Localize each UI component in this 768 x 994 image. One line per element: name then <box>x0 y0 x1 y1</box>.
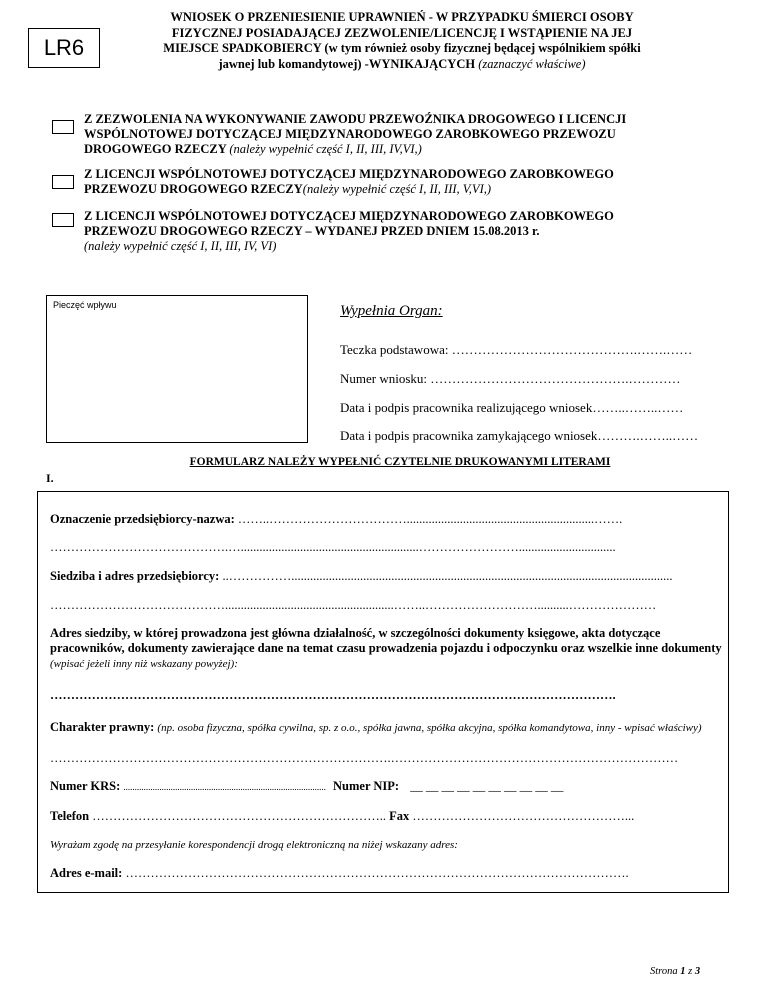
organ-closing-employee-field[interactable]: Data i podpis pracownika zamykającego wniosek……….……..…… <box>340 428 699 443</box>
organ-processing-employee-field[interactable]: Data i podpis pracownika realizującego wniosek……..……..…… <box>340 400 684 415</box>
phone-input[interactable]: …………………………………………………………….. <box>92 809 386 823</box>
fax-label: Fax <box>389 809 410 823</box>
option-2-checkbox[interactable] <box>52 175 74 189</box>
title-line-4: jawnej lub komandytowej) -WYNIKAJĄCYCH <box>218 56 476 71</box>
option-1-line3-wrap <box>84 142 734 157</box>
legal-label: Charakter prawny: <box>50 720 155 734</box>
title-line-2: FIZYCZNEJ POSIADAJĄCEJ ZEZWOLENIE/LICENCJĘ I WSTĄPIENIE NA JEJ <box>171 25 633 40</box>
email-input[interactable]: …………………………………………………………………………………………………………. <box>125 866 629 880</box>
form-instruction: FORMULARZ NALEŻY WYPEŁNIĆ CZYTELNIE DRUKOWANYMI LITERAMI <box>189 456 611 468</box>
option-2-line1: Z LICENCJI WSPÓLNOTOWEJ DOTYCZĄCEJ MIĘDZYNARODOWEGO ZAROBKOWEGO <box>84 167 614 181</box>
email-label: Adres e-mail: <box>50 866 123 880</box>
nip-label: Numer NIP: <box>333 779 400 793</box>
option-1-checkbox[interactable] <box>52 120 74 134</box>
option-2 <box>52 167 732 199</box>
page-current: 1 <box>680 966 686 977</box>
nip-input[interactable]: __ __ __ __ __ __ __ __ __ __ <box>410 779 564 793</box>
organ-title: Wypełnia Organ: <box>340 303 443 319</box>
form-code: LR6 <box>43 35 85 60</box>
option-2-line2-wrap <box>84 182 734 197</box>
address-row-2[interactable]: ……………………………………......................................................……..………………………..........………………… <box>50 598 657 612</box>
option-2-note: (należy wypełnić część I, II, III, V,VI,) <box>302 182 492 196</box>
fax-input[interactable]: ……………………………………………... <box>412 809 635 823</box>
legal-row <box>50 720 726 736</box>
title-line-1: WNIOSEK O PRZENIESIENIE UPRAWNIEŃ - W PRZYPADKU ŚMIERCI OSOBY <box>170 10 634 24</box>
stamp-label: Pieczęć wpływu <box>53 300 117 310</box>
address-label: Siedziba i adres przedsiębiorcy: <box>50 569 220 583</box>
option-3-checkbox[interactable] <box>52 213 74 227</box>
krs-input[interactable]: .......................................................................................... <box>123 782 326 792</box>
page-label: Strona <box>650 966 678 977</box>
option-2-line2: PRZEWOZU DROGOWEGO RZECZY <box>84 182 303 196</box>
page-total: 3 <box>694 966 701 977</box>
legal-dots[interactable]: ……………………………………………………………………….…………………………………………………………… <box>50 751 679 765</box>
form-code-box <box>28 28 100 68</box>
organ-folder-field[interactable]: Teczka podstawowa: …………………………………….…….…… <box>340 342 693 357</box>
option-1 <box>52 112 732 160</box>
option-2-text <box>84 167 734 197</box>
address-row[interactable] <box>50 569 726 584</box>
name-label: Oznaczenie przedsiębiorcy-nazwa: <box>50 512 235 526</box>
option-1-text <box>84 112 734 157</box>
title-line-3: MIEJSCE SPADKOBIERCY (w tym również osoby fizycznej będącej wspólnikiem spółki <box>163 41 641 55</box>
address-dots: ..…………….......................................................................................................................... <box>222 569 673 583</box>
option-1-line2: WSPÓLNOTOWEJ DOTYCZĄCEJ MIĘDZYNARODOWEGO ZAROBKOWEGO PRZEWOZU <box>84 127 616 141</box>
place-dots[interactable]: ………………………………………………………………………………………………………………………. <box>50 688 616 702</box>
place-label: Adres siedziby, w której prowadzona jest główna działalność, w szczególności dokumenty księgowe, akta dotyczące pracowników, dokumenty zawierające dane na temat czasu prowadzenia pojazdu i odpoczynku oraz wszelkie inne dokumenty <box>50 626 722 655</box>
place-row <box>50 626 726 672</box>
organ-application-number-field[interactable]: Numer wniosku: ……………………………………….………… <box>340 371 681 386</box>
name-row-2[interactable]: …………………………………….….........................................................……………………............................... <box>50 540 616 554</box>
email-consent: Wyrażam zgodę na przesyłanie korespondencji drogą elektroniczną na niżej wskazany adres: <box>50 839 458 851</box>
phone-fax-row <box>50 809 726 824</box>
option-3-text <box>84 209 734 254</box>
phone-label: Telefon <box>50 809 90 823</box>
option-3-note: (należy wypełnić część I, II, III, IV, VI) <box>84 239 277 253</box>
krs-label: Numer KRS: <box>50 779 121 793</box>
title-note: (zaznaczyć właściwe) <box>478 56 586 71</box>
email-row <box>50 866 726 881</box>
title-line-4-wrap <box>112 57 692 73</box>
option-1-line3: DROGOWEGO RZECZY <box>84 142 227 156</box>
name-row[interactable] <box>50 512 726 527</box>
option-3-line1: Z LICENCJI WSPÓLNOTOWEJ DOTYCZĄCEJ MIĘDZYNARODOWEGO ZAROBKOWEGO <box>84 209 614 223</box>
krs-nip-row <box>50 779 726 795</box>
option-1-line1: Z ZEZWOLENIA NA WYKONYWANIE ZAWODU PRZEWOŹNIKA DROGOWEGO I LICENCJI <box>84 112 627 126</box>
section-number: I. <box>46 471 54 485</box>
option-1-note: (należy wypełnić część I, II, III, IV,VI,) <box>229 142 422 156</box>
page-sep: z <box>688 966 693 977</box>
receipt-stamp-box[interactable] <box>46 295 308 443</box>
option-3-line2: PRZEWOZU DROGOWEGO RZECZY – WYDANEJ PRZED DNIEM 15.08.2013 r. <box>84 224 540 238</box>
place-note: (wpisać jeżeli inny niż wskazany powyżej): <box>50 658 238 670</box>
name-dots: ……..……………………………............................................................……. <box>237 512 623 526</box>
page-number <box>650 966 700 977</box>
legal-note: (np. osoba fizyczna, spółka cywilna, sp. z o.o., spółka jawna, spółka akcyjna, spółka komandytowa, inny - wpisać właściwy) <box>157 722 702 734</box>
document-title <box>112 10 692 72</box>
option-3 <box>52 209 732 257</box>
